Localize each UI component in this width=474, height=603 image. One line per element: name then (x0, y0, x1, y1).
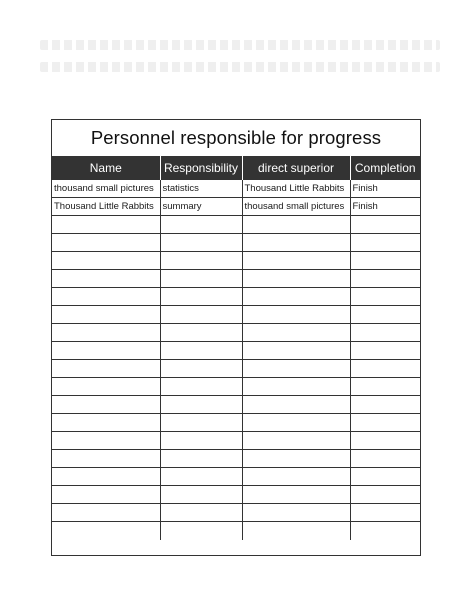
cell-responsibility (160, 414, 242, 432)
progress-sheet (51, 119, 421, 556)
cell-completion (350, 288, 420, 306)
cell-completion (350, 234, 420, 252)
cell-direct-superior (242, 504, 350, 522)
cell-responsibility (160, 360, 242, 378)
cell-responsibility (160, 396, 242, 414)
column-header-responsibility: Responsibility (160, 156, 242, 180)
faint-header-watermark (40, 40, 440, 88)
table-row (52, 252, 420, 270)
column-header-direct-superior: direct superior (242, 156, 350, 180)
cell-responsibility (160, 306, 242, 324)
cell-direct-superior (242, 396, 350, 414)
cell-direct-superior (242, 378, 350, 396)
cell-responsibility (160, 216, 242, 234)
cell-name (52, 288, 160, 306)
cell-completion (350, 522, 420, 540)
cell-name (52, 216, 160, 234)
cell-direct-superior (242, 486, 350, 504)
cell-responsibility (160, 342, 242, 360)
cell-name (52, 252, 160, 270)
cell-responsibility: statistics (160, 180, 242, 198)
cell-completion (350, 504, 420, 522)
cell-name: Thousand Little Rabbits (52, 198, 160, 216)
cell-name (52, 378, 160, 396)
cell-name (52, 414, 160, 432)
cell-direct-superior (242, 342, 350, 360)
table-row (52, 216, 420, 234)
table-row (52, 198, 420, 216)
table-row (52, 306, 420, 324)
cell-direct-superior (242, 288, 350, 306)
table-row (52, 414, 420, 432)
cell-responsibility (160, 522, 242, 540)
cell-direct-superior (242, 306, 350, 324)
cell-name (52, 396, 160, 414)
table-row (52, 486, 420, 504)
table-row (52, 468, 420, 486)
cell-name (52, 486, 160, 504)
table-row (52, 504, 420, 522)
cell-completion (350, 396, 420, 414)
table-body (52, 180, 420, 540)
table-row (52, 378, 420, 396)
cell-name (52, 522, 160, 540)
table-row (52, 342, 420, 360)
cell-name (52, 342, 160, 360)
cell-direct-superior: Thousand Little Rabbits (242, 180, 350, 198)
cell-responsibility (160, 252, 242, 270)
cell-name (52, 324, 160, 342)
cell-direct-superior (242, 450, 350, 468)
cell-responsibility (160, 324, 242, 342)
cell-direct-superior (242, 432, 350, 450)
cell-responsibility (160, 378, 242, 396)
table-row (52, 324, 420, 342)
cell-completion (350, 216, 420, 234)
cell-name (52, 306, 160, 324)
table-row (52, 288, 420, 306)
cell-completion (350, 468, 420, 486)
cell-direct-superior (242, 324, 350, 342)
cell-completion (350, 252, 420, 270)
header-row (52, 156, 420, 180)
cell-responsibility: summary (160, 198, 242, 216)
table-row (52, 450, 420, 468)
cell-name: thousand small pictures (52, 180, 160, 198)
cell-direct-superior: thousand small pictures (242, 198, 350, 216)
cell-direct-superior (242, 360, 350, 378)
cell-responsibility (160, 450, 242, 468)
cell-name (52, 432, 160, 450)
cell-responsibility (160, 234, 242, 252)
table-row (52, 234, 420, 252)
cell-completion: Finish (350, 180, 420, 198)
sheet-title: Personnel responsible for progress (90, 127, 382, 148)
cell-completion (350, 360, 420, 378)
cell-completion (350, 306, 420, 324)
table-row (52, 360, 420, 378)
cell-name (52, 468, 160, 486)
cell-direct-superior (242, 414, 350, 432)
table-row (52, 396, 420, 414)
cell-direct-superior (242, 468, 350, 486)
cell-completion: Finish (350, 198, 420, 216)
table-row (52, 270, 420, 288)
personnel-table (52, 156, 420, 540)
cell-name (52, 504, 160, 522)
cell-completion (350, 486, 420, 504)
cell-direct-superior (242, 234, 350, 252)
cell-direct-superior (242, 252, 350, 270)
cell-name (52, 450, 160, 468)
cell-responsibility (160, 486, 242, 504)
cell-direct-superior (242, 216, 350, 234)
cell-responsibility (160, 504, 242, 522)
cell-name (52, 360, 160, 378)
cell-responsibility (160, 468, 242, 486)
cell-responsibility (160, 270, 242, 288)
cell-completion (350, 450, 420, 468)
cell-direct-superior (242, 270, 350, 288)
column-header-name: Name (52, 156, 160, 180)
column-header-completion: Completion (350, 156, 420, 180)
cell-responsibility (160, 432, 242, 450)
cell-completion (350, 324, 420, 342)
table-row (52, 522, 420, 540)
cell-name (52, 270, 160, 288)
cell-completion (350, 378, 420, 396)
table-row (52, 432, 420, 450)
cell-responsibility (160, 288, 242, 306)
table-row (52, 180, 420, 198)
cell-completion (350, 270, 420, 288)
cell-name (52, 234, 160, 252)
cell-completion (350, 342, 420, 360)
cell-completion (350, 432, 420, 450)
cell-completion (350, 414, 420, 432)
cell-direct-superior (242, 522, 350, 540)
